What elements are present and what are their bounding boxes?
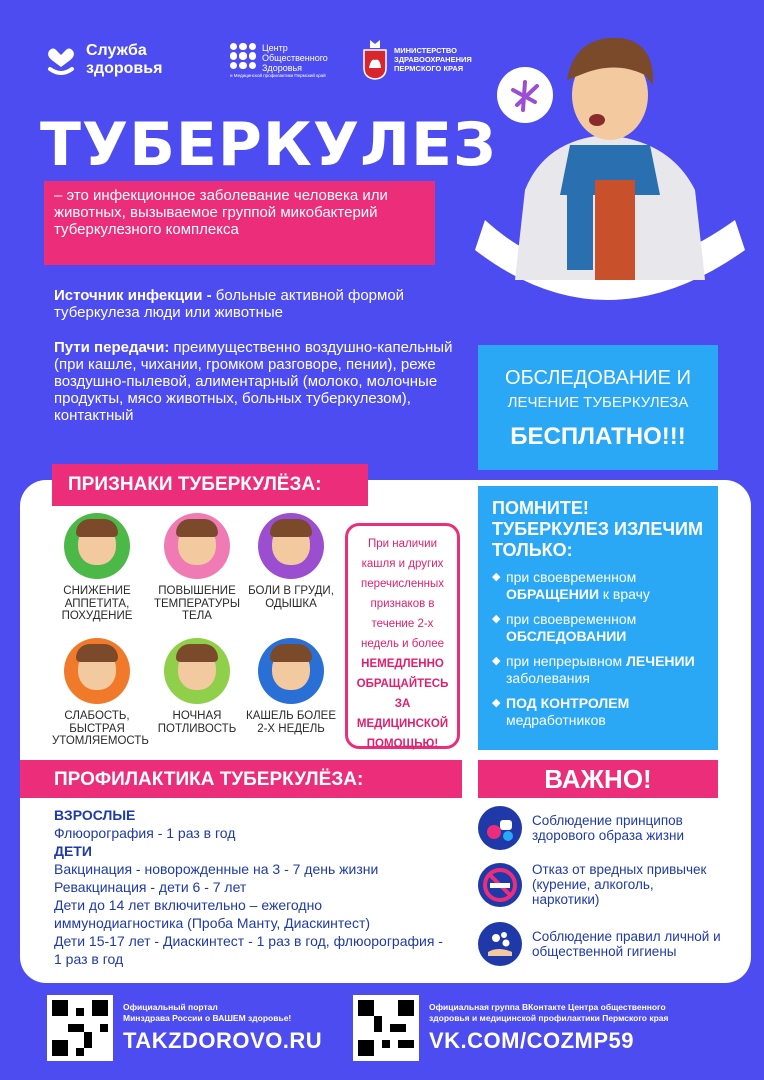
remember-header: ПОМНИТЕ! ТУБЕРКУЛЕЗ ИЗЛЕЧИМ ТОЛЬКО:: [492, 498, 703, 560]
dots-grid-icon: [230, 43, 256, 69]
important-header: ВАЖНО!: [478, 760, 718, 798]
remember-text: заболевания: [506, 670, 590, 686]
symptom-item: [246, 513, 336, 610]
symptom-icon: [64, 513, 130, 579]
important-item: [478, 806, 722, 850]
remember-text: к врачу: [599, 586, 650, 602]
prevention-item: Дети 15-17 лет - Диаскинтест - 1 раз в год, флюорография - 1 раз в год: [54, 933, 443, 967]
footer-caption: здоровья и медицинской профилактики Пермского края: [429, 1013, 669, 1023]
no-smoking-icon: [478, 863, 522, 907]
remember-item: [492, 653, 704, 687]
remember-item: [492, 569, 704, 603]
transmission-paths: [54, 339, 454, 424]
prevention-item: Флюорография - 1 раз в год: [54, 825, 236, 841]
remember-bold: ЛЕЧЕНИИ: [626, 653, 695, 669]
remember-text: при своевременном: [506, 611, 637, 627]
prevention-header: ПРОФИЛАКТИКА ТУБЕРКУЛЁЗА:: [20, 760, 462, 798]
footer-caption: Официальный портал: [123, 1002, 218, 1012]
prevention-item: Ревакцинация - дети 6 - 7 лет: [54, 879, 247, 895]
hand-washing-icon: [478, 922, 522, 966]
definition-box: – это инфекционное заболевание человека или животных, вызываемое группой микобактерий туберкулезного комплекса: [44, 181, 435, 265]
symptom-item: [52, 638, 149, 748]
free-emphasis: БЕСПЛАТНО!!!: [510, 423, 686, 450]
symptom-caption: ПОВЫШЕНИЕ ТЕМПЕРАТУРЫ ТЕЛА: [153, 585, 241, 622]
symptom-item: [52, 513, 142, 623]
perm-crest-icon: [362, 38, 388, 80]
prevention-list: [54, 806, 454, 968]
logo-line: Служба: [86, 42, 147, 59]
symptom-caption: СНИЖЕНИЕ АППЕТИТА, ПОХУДЕНИЕ: [61, 585, 133, 622]
important-text: Соблюдение правил личной и общественной гигиены: [532, 929, 721, 959]
remember-bold: ОБСЛЕДОВАНИИ: [506, 628, 627, 644]
footer-caption: Минздрава России о ВАШЕМ здоровье!: [123, 1013, 292, 1023]
heart-smile-icon: [44, 43, 78, 77]
symptom-icon: [164, 513, 230, 579]
source-label: Источник инфекции -: [54, 287, 212, 304]
free-line: ЛЕЧЕНИЕ ТУБЕРКУЛЕЗА: [507, 394, 689, 411]
important-text: Отказ от вредных привычек (курение, алкоголь, наркотики): [532, 862, 707, 907]
qr-code[interactable]: [47, 995, 113, 1061]
transmission-label: Пути передачи:: [54, 339, 170, 356]
logo-subtitle: и Медицинской профилактики Пермский край: [230, 73, 326, 78]
logo-line: здоровья: [86, 60, 163, 77]
infection-source: [54, 287, 454, 321]
coughing-man-illustration: [455, 20, 755, 330]
important-item: [478, 862, 722, 907]
healthy-lifestyle-icon: [478, 806, 522, 850]
remember-item: [492, 611, 704, 645]
page-title: ТУБЕРКУЛЕЗ: [40, 110, 497, 180]
symptom-item: [246, 638, 336, 735]
symptom-caption: СЛАБОСТЬ, БЫСТРАЯ УТОМЛЯЕМОСТЬ: [52, 710, 149, 747]
remember-bold: ОБРАЩЕНИИ: [506, 586, 600, 602]
footer-right: [353, 995, 669, 1061]
children-heading: ДЕТИ: [54, 843, 92, 859]
transmission-text: преимущественно воздушно-капельный (при кашле, чихании, громком разговоре, пении), реже воздушно-пылевой, алиментарный (молоко, молочные продукты, мясо животных, больных туберкулезом), контактный: [54, 339, 453, 424]
takzdorovo-link[interactable]: TAKZDOROVO.RU: [123, 1028, 323, 1053]
prevention-item: Вакцинация - новорожденные на 3 - 7 день жизни: [54, 861, 379, 877]
symptom-caption: КАШЕЛЬ БОЛЕЕ 2-Х НЕДЕЛЬ: [246, 710, 336, 735]
signs-header: ПРИЗНАКИ ТУБЕРКУЛЁЗА:: [52, 464, 368, 506]
free-treatment-box: [478, 345, 718, 470]
remember-text: медработников: [506, 712, 606, 728]
free-line: ОБСЛЕДОВАНИЕ И: [505, 367, 691, 389]
remember-text: при непрерывном: [506, 653, 627, 669]
adults-heading: ВЗРОСЛЫЕ: [54, 807, 136, 823]
remember-item: [492, 695, 704, 729]
cozmp-logo: [230, 43, 328, 78]
notice-box: [345, 523, 460, 749]
source-text: больные активной формой туберкулеза люди или животные: [54, 287, 405, 321]
vk-link[interactable]: VK.COM/COZMP59: [429, 1028, 635, 1053]
logo-line: Общественного: [262, 53, 328, 63]
notice-text: При наличии кашля и других перечисленных признаков в течение 2-х недель и более: [360, 538, 445, 650]
important-item: [478, 922, 722, 966]
symptom-item: [152, 638, 242, 735]
symptom-icon: [64, 638, 130, 704]
logo-line: МИНИСТЕРСТВО: [394, 45, 457, 55]
sluzhba-zdorovya-logo: [44, 42, 162, 78]
logo-line: Здоровья: [262, 63, 303, 73]
notice-emphasis: НЕМЕДЛЕННО ОБРАЩАЙТЕСЬ ЗА МЕДИЦИНСКОЙ ПОМОЩЬЮ!: [356, 658, 449, 750]
symptom-caption: НОЧНАЯ ПОТЛИВОСТЬ: [157, 710, 237, 735]
logo-line: ЗДРАВООХРАНЕНИЯ: [394, 54, 472, 64]
symptom-icon: [164, 638, 230, 704]
remember-bold: ПОД КОНТРОЛЕМ: [506, 695, 630, 711]
prevention-item: Дети до 14 лет включительно – ежегодно иммунодиагностика (Проба Манту, Диаскинтест): [54, 897, 371, 931]
remember-text: при своевременном: [506, 569, 637, 585]
qr-code[interactable]: [353, 995, 419, 1061]
logo-line: Центр: [262, 43, 288, 53]
important-text: Соблюдение принципов здорового образа жизни: [532, 813, 685, 843]
logo-line: ПЕРМСКОГО КРАЯ: [394, 63, 464, 73]
remember-box: [478, 486, 718, 750]
symptom-item: [152, 513, 242, 623]
symptom-caption: БОЛИ В ГРУДИ, ОДЫШКА: [248, 585, 334, 610]
symptom-icon: [258, 513, 324, 579]
footer-caption: Официальная группа ВКонтакте Центра общественного: [429, 1002, 666, 1012]
symptom-icon: [258, 638, 324, 704]
footer-left: [47, 995, 322, 1061]
